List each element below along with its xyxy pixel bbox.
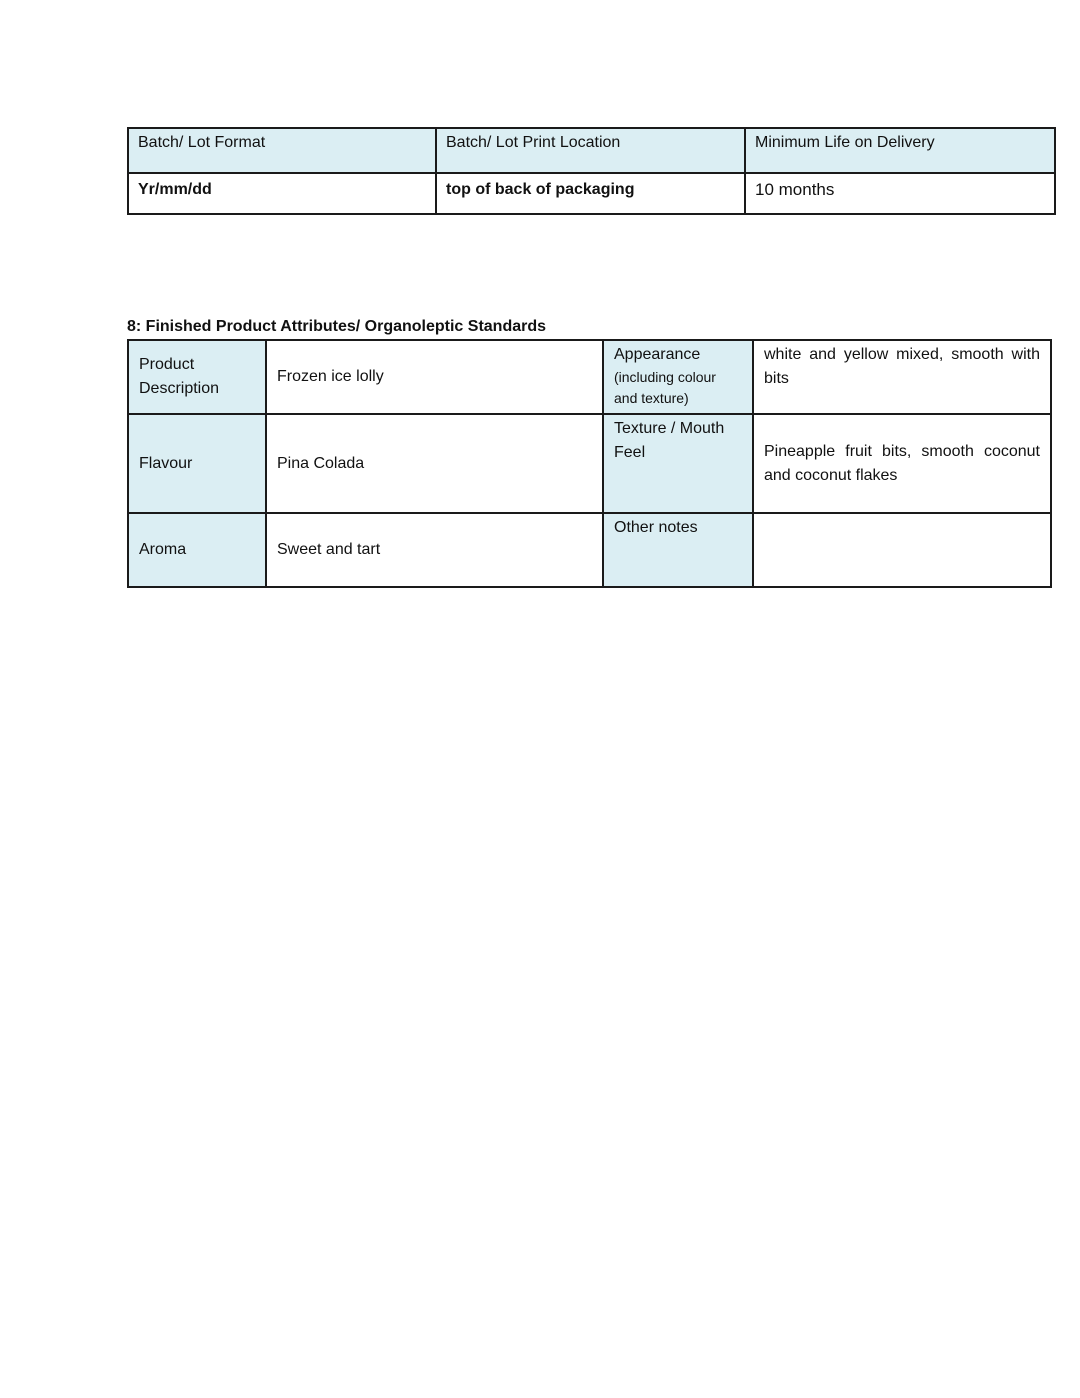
batch-lot-table bbox=[127, 127, 1056, 215]
appearance-value: white and yellow mixed, smooth with bits bbox=[753, 340, 1051, 414]
appearance-label-cell bbox=[603, 340, 753, 414]
table-row bbox=[128, 340, 1051, 414]
table-row bbox=[128, 414, 1051, 513]
flavour-label: Flavour bbox=[128, 414, 266, 513]
product-description-label: Product Description bbox=[128, 340, 266, 414]
other-notes-label: Other notes bbox=[603, 513, 753, 587]
flavour-value: Pina Colada bbox=[266, 414, 603, 513]
section-title: 8: Finished Product Attributes/ Organoleptic Standards bbox=[127, 318, 547, 335]
minimum-life-value: 10 months bbox=[745, 173, 1055, 214]
batch-lot-print-location-value: top of back of packaging bbox=[436, 173, 745, 214]
product-description-value: Frozen ice lolly bbox=[266, 340, 603, 414]
appearance-sublabel: (including colour and texture) bbox=[614, 369, 716, 406]
batch-lot-print-location-header: Batch/ Lot Print Location bbox=[436, 128, 745, 173]
texture-value: Pineapple fruit bits, smooth coconut and coconut flakes bbox=[753, 414, 1051, 513]
batch-header-row bbox=[128, 128, 1055, 173]
batch-lot-format-value: Yr/mm/dd bbox=[128, 173, 436, 214]
product-attributes-table bbox=[127, 339, 1052, 588]
aroma-label: Aroma bbox=[128, 513, 266, 587]
aroma-value: Sweet and tart bbox=[266, 513, 603, 587]
batch-lot-format-header: Batch/ Lot Format bbox=[128, 128, 436, 173]
other-notes-value bbox=[753, 513, 1051, 587]
batch-values-row bbox=[128, 173, 1055, 214]
minimum-life-header: Minimum Life on Delivery bbox=[745, 128, 1055, 173]
table-row bbox=[128, 513, 1051, 587]
appearance-label: Appearance bbox=[614, 346, 701, 363]
texture-label: Texture / Mouth Feel bbox=[603, 414, 753, 513]
